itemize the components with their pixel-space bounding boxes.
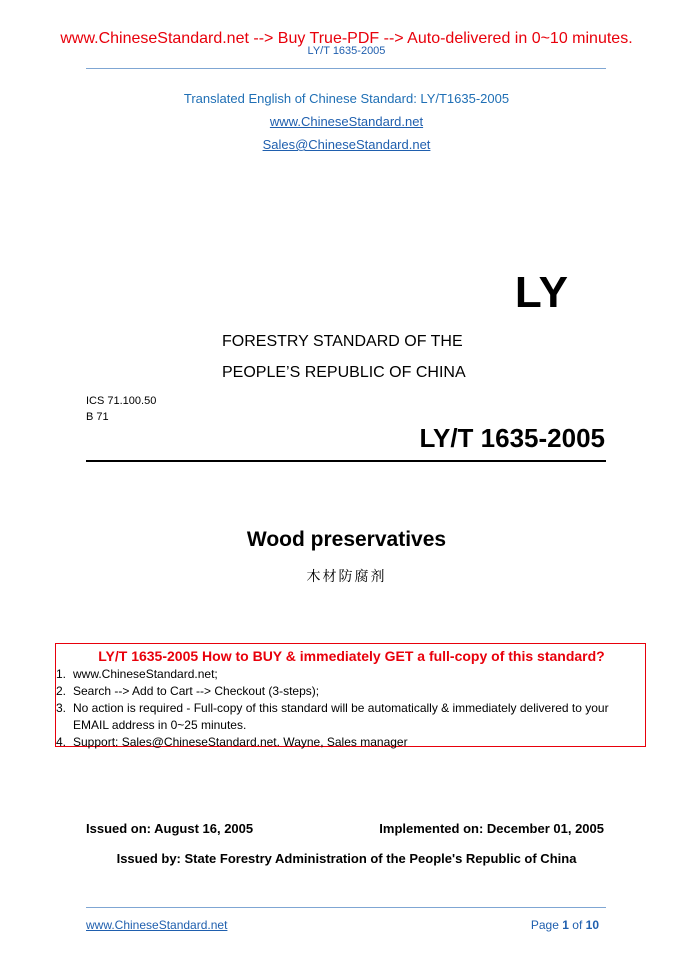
document-title-chinese: 木材防腐剂 <box>306 569 387 585</box>
list-item: 3. No action is required - Full-copy of this standard will be automatically & immediately delivered to your EMAIL address in 0~25 minutes. <box>56 701 609 732</box>
footer-website-link[interactable]: www.ChineseStandard.net <box>86 918 228 932</box>
page-number: Page 1 of 10 <box>530 918 599 932</box>
buy-box-title[interactable]: LY/T 1635-2005 How to BUY & immediately GET a full-copy of this standard? <box>98 648 605 664</box>
ccs-code: B 71 <box>86 411 109 423</box>
buy-steps-list <box>56 666 643 751</box>
issued-date: Issued on: August 16, 2005 <box>86 821 254 836</box>
issuing-authority: Issued by: State Forestry Administration of the People's Republic of China <box>116 851 577 866</box>
standard-category: LY <box>514 268 569 317</box>
header-divider <box>86 68 606 69</box>
email-link[interactable]: Sales@ChineseStandard.net <box>262 137 431 152</box>
document-title: Wood preservatives <box>246 528 447 551</box>
standard-line-1: FORESTRY STANDARD OF THE <box>222 333 463 350</box>
list-item: 1. www.ChineseStandard.net; <box>56 667 218 681</box>
code-divider <box>86 460 606 462</box>
footer-divider <box>86 907 606 908</box>
list-item: 2. Search --> Add to Cart --> Checkout (3-steps); <box>56 684 320 698</box>
top-banner[interactable]: www.ChineseStandard.net --> Buy True-PDF --> Auto-delivered in 0~10 minutes. <box>60 30 633 47</box>
list-item: 4. Support: Sales@ChineseStandard.net. Wayne, Sales manager <box>56 735 408 749</box>
translated-notice: Translated English of Chinese Standard: LY/T1635-2005 <box>183 91 510 106</box>
implemented-date: Implemented on: December 01, 2005 <box>379 821 604 836</box>
website-link[interactable]: www.ChineseStandard.net <box>269 114 424 129</box>
buy-instructions-box <box>55 643 646 747</box>
ics-code: ICS 71.100.50 <box>86 395 157 407</box>
standard-code: LY/T 1635-2005 <box>419 423 605 453</box>
standard-line-2: PEOPLE’S REPUBLIC OF CHINA <box>222 364 466 381</box>
header-code: LY/T 1635-2005 <box>307 45 386 57</box>
